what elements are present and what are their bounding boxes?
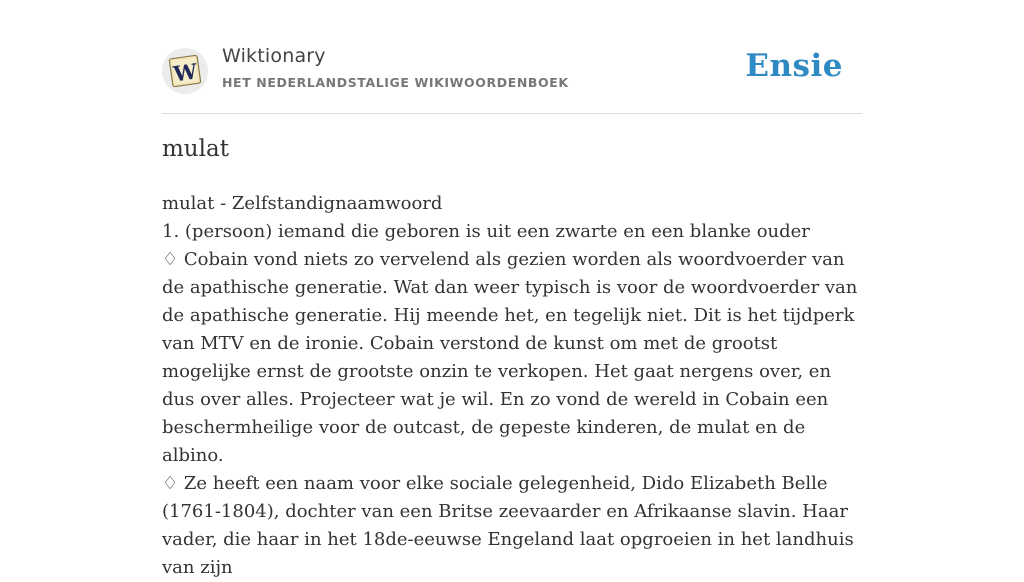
wiktionary-logo-icon[interactable] [162,48,208,94]
word-type-line: mulat - Zelfstandignaamwoord [162,193,443,214]
ensie-brand-link[interactable]: Ensie [745,48,843,84]
main-container [162,0,862,578]
svg-text:W: W [171,58,199,87]
site-subtitle: HET NEDERLANDSTALIGE WIKIWOORDENBOEK [222,75,569,90]
example-quote: ♢ Ze heeft een naam voor elke sociale gelegenheid, Dido Elizabeth Belle (1761-1804), dochter van een Britse zeevaarder en Afrikaanse slavin. Haar vader, die haar in het 18de-eeuwse Engeland laat opgroeien in het landhuis van zijn [162,473,854,578]
entry-content [162,190,862,582]
site-name[interactable]: Wiktionary [222,45,326,67]
definition-line: 1. (persoon) iemand die geboren is uit een zwarte en een blanke ouder [162,221,810,242]
example-quote: ♢ Cobain vond niets zo vervelend als gezien worden als woordvoerder van de apathische generatie. Wat dan weer typisch is voor de woordvoerder van de apathische generatie. Hij meende het, en tegelijk niet. Dit is het tijdperk van MTV en de ironie. Cobain verstond de kunst om met de grootst mogelijke ernst de grootste onzin te verkopen. Het gaat nergens over, en dus over alles. Projecteer wat je wil. En zo vond de wereld in Cobain een beschermheilige voor de outcast, de gepeste kinderen, de mulat en de albino. [162,249,858,466]
page-title: mulat [162,136,229,162]
wiktionary-logo-graphic [165,51,205,91]
site-header [162,0,862,114]
